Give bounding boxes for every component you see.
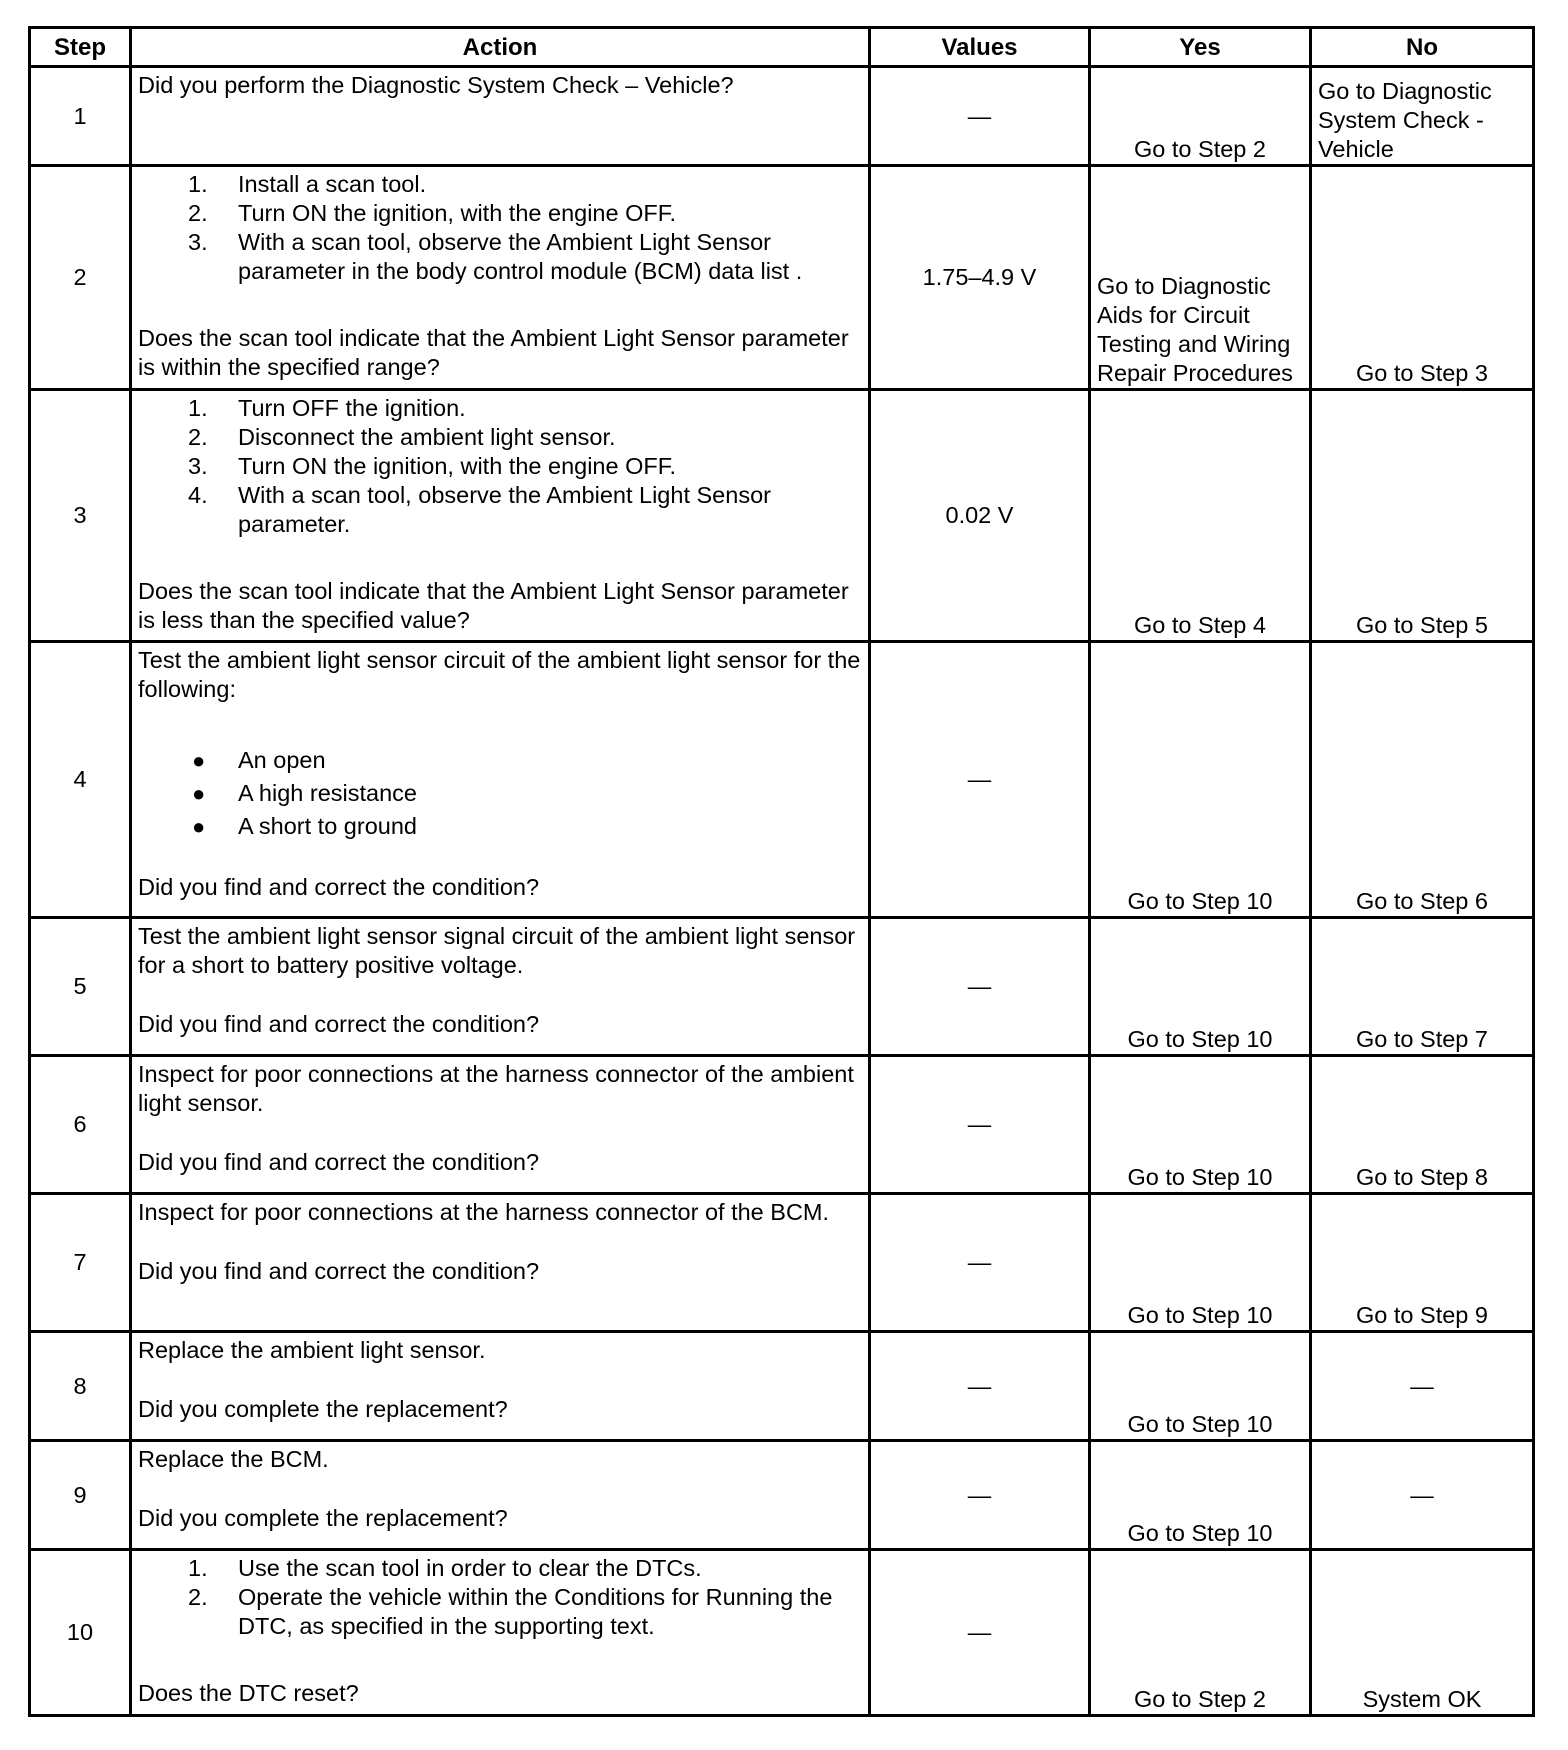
action-question: Does the scan tool indicate that the Ambient Light Sensor parameter is within the specified range? <box>138 325 849 380</box>
step-number: 8 <box>30 1332 131 1441</box>
action-cell <box>131 1056 870 1194</box>
no-cell: — <box>1311 1441 1534 1550</box>
step-list <box>138 167 862 286</box>
action-text: Test the ambient light sensor signal circuit of the ambient light sensor for a short to battery positive voltage. <box>138 923 856 978</box>
header-action: Action <box>131 28 870 67</box>
yes-cell: Go to Step 10 <box>1090 1056 1311 1194</box>
list-number: 1. <box>188 171 208 197</box>
list-number: 2. <box>188 1584 208 1610</box>
step-number: 2 <box>30 166 131 390</box>
table-row <box>30 67 1534 166</box>
bullet-icon: ● <box>192 781 206 806</box>
table-row <box>30 1056 1534 1194</box>
table-row <box>30 1441 1534 1550</box>
list-item <box>138 423 862 452</box>
list-text: Disconnect the ambient light sensor. <box>238 424 616 450</box>
list-item <box>138 744 862 777</box>
action-cell <box>131 67 870 166</box>
bullet-list <box>138 744 862 843</box>
step-number: 7 <box>30 1194 131 1332</box>
value-cell: — <box>870 918 1090 1056</box>
header-yes: Yes <box>1090 28 1311 67</box>
list-item <box>138 1583 862 1641</box>
action-cell <box>131 390 870 642</box>
table-row <box>30 390 1534 642</box>
no-cell: Go to Step 5 <box>1311 390 1534 642</box>
action-question: Did you complete the replacement? <box>138 1396 508 1422</box>
step-number: 1 <box>30 67 131 166</box>
yes-cell: Go to Step 10 <box>1090 642 1311 918</box>
step-number: 4 <box>30 642 131 918</box>
header-values: Values <box>870 28 1090 67</box>
bullet-icon: ● <box>192 814 206 839</box>
bullet-icon: ● <box>192 748 206 773</box>
no-cell: Go to Diagnostic System Check - Vehicle <box>1311 67 1534 166</box>
value-cell: — <box>870 1194 1090 1332</box>
action-question: Did you find and correct the condition? <box>138 874 540 900</box>
yes-cell: Go to Step 10 <box>1090 1441 1311 1550</box>
list-text: A short to ground <box>238 813 417 839</box>
action-question: Did you complete the replacement? <box>138 1505 508 1531</box>
list-number: 3. <box>188 453 208 479</box>
action-cell <box>131 1332 870 1441</box>
action-question: Did you find and correct the condition? <box>138 1149 540 1175</box>
yes-cell: Go to Diagnostic Aids for Circuit Testing and Wiring Repair Procedures <box>1090 166 1311 390</box>
action-text: Test the ambient light sensor circuit of the ambient light sensor for the following: <box>138 647 861 702</box>
table-row <box>30 918 1534 1056</box>
yes-cell: Go to Step 2 <box>1090 1550 1311 1716</box>
step-number: 9 <box>30 1441 131 1550</box>
action-cell <box>131 166 870 390</box>
value-cell: 0.02 V <box>870 390 1090 642</box>
list-item <box>138 452 862 481</box>
step-number: 3 <box>30 390 131 642</box>
list-text: Turn ON the ignition, with the engine OFF. <box>238 200 677 226</box>
step-list <box>138 1551 862 1641</box>
table-row <box>30 1332 1534 1441</box>
table-row <box>30 166 1534 390</box>
value-cell: — <box>870 1550 1090 1716</box>
no-cell: Go to Step 9 <box>1311 1194 1534 1332</box>
no-cell: Go to Step 8 <box>1311 1056 1534 1194</box>
list-text: An open <box>238 747 326 773</box>
list-item <box>138 810 862 843</box>
no-cell: Go to Step 7 <box>1311 918 1534 1056</box>
yes-cell: Go to Step 10 <box>1090 918 1311 1056</box>
yes-cell: Go to Step 10 <box>1090 1332 1311 1441</box>
action-question: Did you find and correct the condition? <box>138 1258 540 1284</box>
action-text: Replace the ambient light sensor. <box>138 1337 486 1363</box>
header-no: No <box>1311 28 1534 67</box>
list-text: Turn ON the ignition, with the engine OFF. <box>238 453 677 479</box>
table-row <box>30 642 1534 918</box>
list-text: Install a scan tool. <box>238 171 427 197</box>
action-text: Inspect for poor connections at the harness connector of the ambient light sensor. <box>138 1061 854 1116</box>
list-text: Operate the vehicle within the Conditions for Running the DTC, as specified in the supporting text. <box>238 1584 833 1639</box>
yes-cell: Go to Step 4 <box>1090 390 1311 642</box>
step-number: 10 <box>30 1550 131 1716</box>
diagnostic-table <box>28 26 1535 1717</box>
step-list <box>138 391 862 539</box>
action-text: Inspect for poor connections at the harness connector of the BCM. <box>138 1199 830 1225</box>
list-text: With a scan tool, observe the Ambient Light Sensor parameter in the body control module (BCM) data list . <box>238 229 803 284</box>
no-cell: Go to Step 3 <box>1311 166 1534 390</box>
value-cell: — <box>870 67 1090 166</box>
list-number: 2. <box>188 424 208 450</box>
yes-cell: Go to Step 2 <box>1090 67 1311 166</box>
action-question: Does the scan tool indicate that the Ambient Light Sensor parameter is less than the specified value? <box>138 578 849 633</box>
action-text: Replace the BCM. <box>138 1446 329 1472</box>
value-cell: 1.75–4.9 V <box>870 166 1090 390</box>
yes-cell: Go to Step 10 <box>1090 1194 1311 1332</box>
no-cell: Go to Step 6 <box>1311 642 1534 918</box>
action-cell <box>131 1550 870 1716</box>
action-question: Does the DTC reset? <box>138 1680 359 1706</box>
list-text: A high resistance <box>238 780 417 806</box>
action-cell <box>131 918 870 1056</box>
list-number: 4. <box>188 482 208 508</box>
action-cell <box>131 1441 870 1550</box>
no-cell: System OK <box>1311 1550 1534 1716</box>
table-row <box>30 1194 1534 1332</box>
list-number: 3. <box>188 229 208 255</box>
step-number: 6 <box>30 1056 131 1194</box>
table-row <box>30 1550 1534 1716</box>
value-cell: — <box>870 1441 1090 1550</box>
list-item <box>138 228 862 286</box>
value-cell: — <box>870 642 1090 918</box>
list-text: Turn OFF the ignition. <box>238 395 466 421</box>
list-text: Use the scan tool in order to clear the DTCs. <box>238 1555 702 1581</box>
list-number: 1. <box>188 395 208 421</box>
list-item <box>138 170 862 199</box>
header-row <box>30 28 1534 67</box>
step-number: 5 <box>30 918 131 1056</box>
list-item <box>138 1554 862 1583</box>
no-cell: — <box>1311 1332 1534 1441</box>
list-item <box>138 777 862 810</box>
value-cell: — <box>870 1056 1090 1194</box>
header-step: Step <box>30 28 131 67</box>
list-number: 2. <box>188 200 208 226</box>
action-cell <box>131 1194 870 1332</box>
list-text: With a scan tool, observe the Ambient Light Sensor parameter. <box>238 482 771 537</box>
value-cell: — <box>870 1332 1090 1441</box>
list-item <box>138 394 862 423</box>
list-number: 1. <box>188 1555 208 1581</box>
list-item <box>138 481 862 539</box>
list-item <box>138 199 862 228</box>
action-text: Did you perform the Diagnostic System Check – Vehicle? <box>138 72 734 98</box>
action-question: Did you find and correct the condition? <box>138 1011 540 1037</box>
action-cell <box>131 642 870 918</box>
